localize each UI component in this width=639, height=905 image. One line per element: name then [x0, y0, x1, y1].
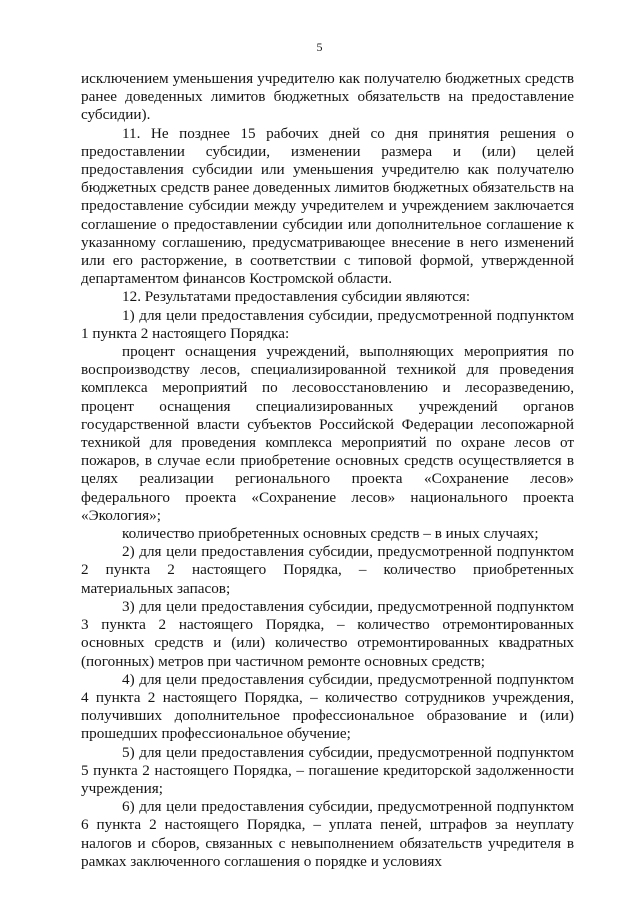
paragraph-subitem-3: 3) для цели предоставления субсидии, предусмотренной подпунктом 3 пункта 2 настоящего Порядка, – количество отремонтированных основных средств и (или) количество отремонтированных квадратных (погонных) метров при частичном ремонте основных средств;: [81, 597, 574, 670]
paragraph-subitem-1-result: процент оснащения учреждений, выполняющих мероприятия по воспроизводству лесов, специализированной техникой для проведения комплекса мероприятий по лесовосстановлению и лесоразведению, процент оснащения специализированных учреждений органов государственной власти субъектов Российской Федерации лесопожарной техникой для проведения комплекса мероприятий по охране лесов от пожаров, в случае если приобретение основных средств осуществляется в целях реализации регионального проекта «Сохранение лесов» федерального проекта «Сохранение лесов» национального проекта «Экология»;: [81, 343, 574, 524]
paragraph-subitem-2: 2) для цели предоставления субсидии, предусмотренной подпунктом 2 пункта 2 настоящего Порядка, – количество приобретенных материальных запасов;: [81, 543, 574, 597]
paragraph-subitem-1-other: количество приобретенных основных средств – в иных случаях;: [122, 525, 539, 543]
paragraph-subitem-4: 4) для цели предоставления субсидии, предусмотренной подпунктом 4 пункта 2 настоящего Порядка, – количество сотрудников учреждения, получивших дополнительное профессиональное образование и (или) прошедших профессиональное обучение;: [81, 670, 574, 743]
paragraph-subitem-6: 6) для цели предоставления субсидии, предусмотренной подпунктом 6 пункта 2 настоящего Порядка, – уплата пеней, штрафов за неуплату налогов и сборов, связанных с невыполнением обязательств учредителя в рамках заключенного соглашения о порядке и условиях: [81, 798, 574, 870]
paragraph-subitem-5: 5) для цели предоставления субсидии, предусмотренной подпунктом 5 пункта 2 настоящего Порядка, – погашение кредиторской задолженности учреждения;: [81, 743, 574, 797]
paragraph-subitem-1: 1) для цели предоставления субсидии, предусмотренной подпунктом 1 пункта 2 настоящего Порядка:: [81, 306, 574, 342]
page-number: 5: [316, 40, 323, 54]
paragraph-item-12: 12. Результатами предоставления субсидии являются:: [122, 288, 471, 306]
document-body: [81, 70, 574, 871]
paragraph-continuation: исключением уменьшения учредителю как получателю бюджетных средств ранее доведенных лимитов бюджетных обязательств на предоставление субсидии).: [81, 70, 574, 124]
paragraph-item-11: 11. Не позднее 15 рабочих дней со дня принятия решения о предоставлении субсидии, изменении размера и (или) целей предоставления субсидии или уменьшения учредителю как получателю бюджетных средств ранее доведенных лимитов бюджетных обязательств на предоставление субсидии между учредителем и учреждением заключается соглашение о предоставлении субсидии или дополнительное соглашение к указанному соглашению, предусматривающее внесение в него изменений или его расторжение, в соответствии с типовой формой, утвержденной департаментом финансов Костромской области.: [81, 124, 574, 288]
